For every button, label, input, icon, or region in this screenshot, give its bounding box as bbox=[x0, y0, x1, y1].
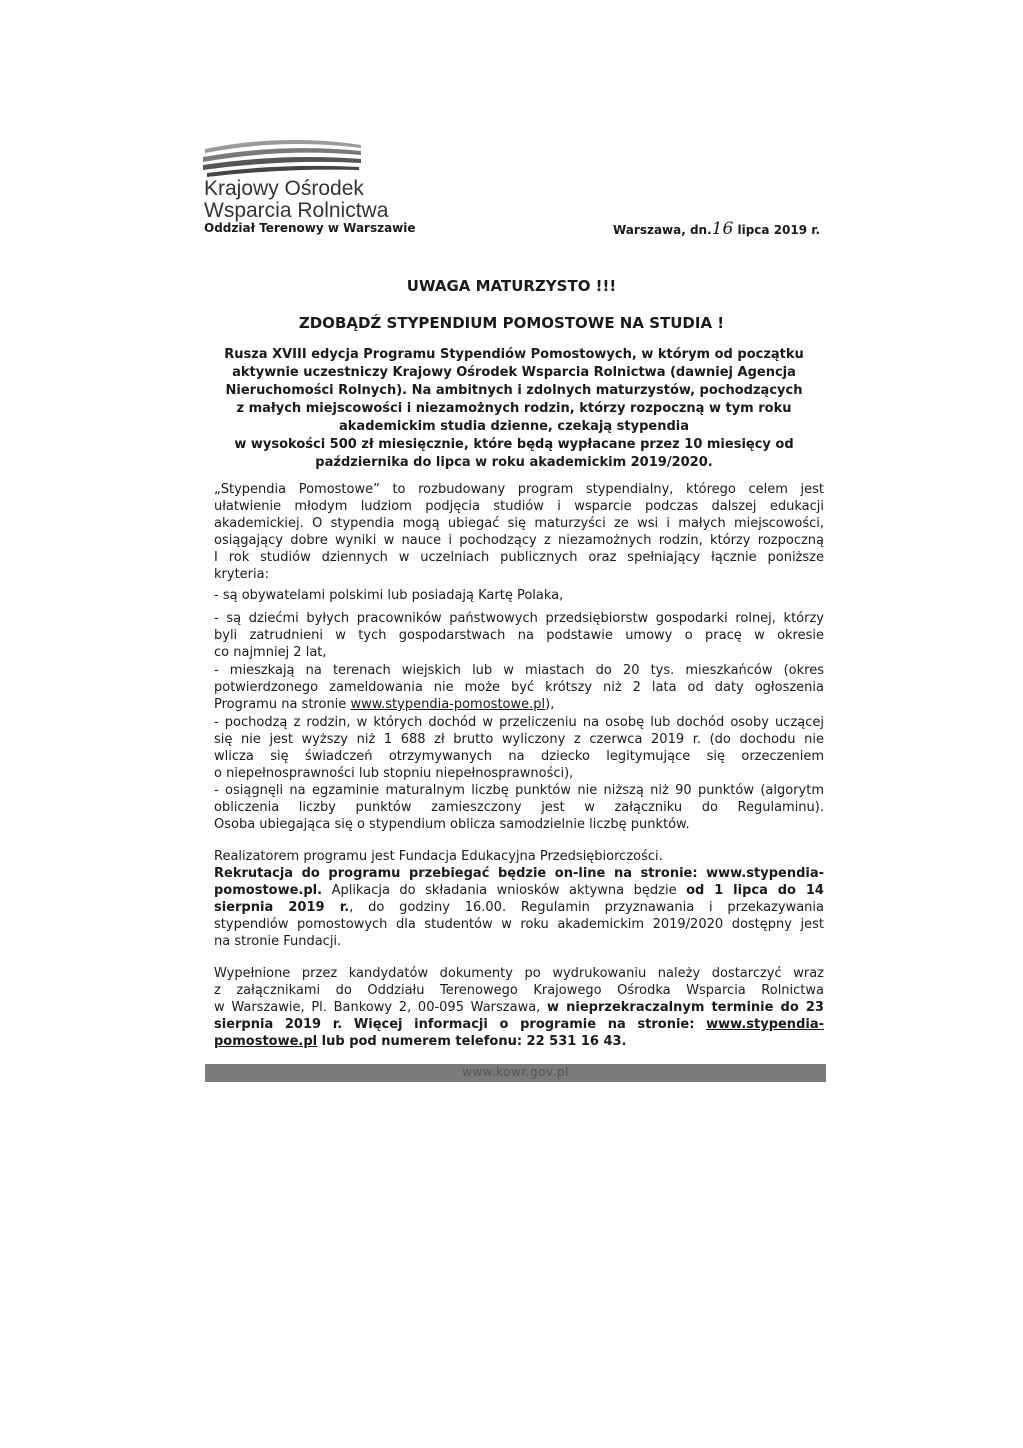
criterion-1 bbox=[214, 587, 824, 604]
text-segment: , do godziny 16.00. Regulamin przyznawania i przekazywania bbox=[349, 900, 824, 915]
text-line: „Stypendia Pomostowe” to rozbudowany program stypendialny, którego celem jest bbox=[214, 482, 824, 497]
intro-line: Nieruchomości Rolnych). Na ambitnych i zdolnych maturzystów, pochodzących bbox=[225, 383, 803, 398]
text-line: obliczenia liczby punktów zamieszczony jest w załączniku do Regulaminu). bbox=[214, 800, 824, 815]
text-line: wlicza się świadczeń otrzymywanych na dziecko legitymujące się orzeczeniem bbox=[214, 749, 824, 764]
text-line: co najmniej 2 lat, bbox=[214, 645, 327, 660]
logo-text bbox=[204, 178, 388, 222]
text-line: ułatwienie młodym ludziom podjęcia studiów i wsparcie podczas dalszej edukacji bbox=[214, 499, 824, 514]
intro-line: Rusza XVIII edycja Programu Stypendiów Pomostowych, w którym od początku bbox=[224, 347, 804, 362]
criterion-5 bbox=[214, 782, 824, 833]
text-line: Osoba ubiegająca się o stypendium oblicza samodzielnie liczbę punktów. bbox=[214, 817, 690, 832]
footer-bar bbox=[205, 1064, 826, 1082]
criterion-3 bbox=[214, 662, 824, 713]
kowr-logo bbox=[203, 135, 533, 177]
text-line: Rekrutacja do programu przebiegać będzie on-line na stronie: www.stypendia- bbox=[214, 866, 824, 881]
text-line: Realizatorem programu jest Fundacja Edukacyjna Przedsiębiorczości. bbox=[214, 849, 663, 864]
stypendia-link[interactable]: www.stypendia- bbox=[706, 1017, 824, 1032]
text-segment: sierpnia 2019 r. Więcej informacji o programie na stronie: bbox=[214, 1017, 707, 1032]
text-line bbox=[214, 899, 824, 916]
text-segment: sierpnia 2019 r. bbox=[214, 900, 350, 915]
recruitment-paragraph bbox=[214, 848, 824, 950]
date-day: 16 bbox=[711, 219, 734, 239]
stypendia-link[interactable]: www.stypendia-pomostowe.pl bbox=[350, 697, 546, 712]
text-line: byli zatrudnieni w tych gospodarstwach na podstawie umowy o pracę w okresie bbox=[214, 628, 824, 643]
date-prefix: Warszawa, dn. bbox=[613, 223, 712, 237]
text-line bbox=[214, 882, 824, 899]
text-segment: w Warszawie, Pl. Bankowy 2, 00-095 Warszawa, bbox=[214, 1000, 548, 1015]
text-line: - są dziećmi byłych pracowników państwowych przedsiębiorstw gospodarki rolnej, którzy bbox=[214, 611, 824, 626]
text-line: - są obywatelami polskimi lub posiadają Kartę Polaka, bbox=[214, 588, 564, 603]
title-scholarship: ZDOBĄDŹ STYPENDIUM POMOSTOWE NA STUDIA ! bbox=[298, 314, 725, 332]
intro-paragraph bbox=[204, 346, 824, 472]
branch-name: Oddział Terenowy w Warszawie bbox=[204, 221, 416, 235]
text-line: - osiągnęli na egzaminie maturalnym liczbę punktów nie niższą niż 90 punktów (algorytm bbox=[214, 783, 824, 798]
text-segment: pomostowe.pl. bbox=[214, 883, 323, 898]
logo-line-1: Krajowy Ośrodek bbox=[204, 177, 364, 200]
text-line bbox=[214, 696, 824, 713]
intro-line: akademickim studia dzienne, czekają stypendia bbox=[339, 419, 689, 434]
date-suffix: lipca 2019 r. bbox=[733, 223, 821, 237]
text-line: się nie jest wyższy niż 1 688 zł brutto wyliczony z czerwca 2019 r. (do dochodu nie bbox=[214, 732, 824, 747]
text-line: potwierdzonego zameldowania nie może być krótszy niż 2 lata od daty ogłoszenia bbox=[214, 680, 824, 695]
text-line bbox=[214, 1033, 824, 1050]
document-date bbox=[613, 219, 820, 239]
logo-line-2: Wsparcia Rolnictwa bbox=[204, 199, 389, 222]
text-line: kryteria: bbox=[214, 567, 269, 582]
title-attention: UWAGA MATURZYSTO !!! bbox=[406, 277, 617, 295]
text-line: - mieszkają na terenach wiejskich lub w miastach do 20 tys. mieszkańców (okres bbox=[214, 663, 824, 678]
criterion-2 bbox=[214, 610, 824, 661]
text-line: stypendiów pomostowych dla studentów w roku akademickim 2019/2020 dostępny jest bbox=[214, 917, 824, 932]
intro-line: w wysokości 500 zł miesięcznie, które będą wypłacane przez 10 miesięcy od bbox=[234, 437, 794, 452]
text-line: o niepełnosprawności lub stopniu niepełnosprawności), bbox=[214, 766, 574, 781]
criterion-4 bbox=[214, 714, 824, 782]
text-segment: w nieprzekraczalnym terminie do 23 bbox=[547, 1000, 824, 1015]
text-line: I rok studiów dziennych w uczelniach publicznych oraz spełniający łącznie poniższe bbox=[214, 550, 824, 565]
intro-line: z małych miejscowości i niezamożnych rodzin, którzy rozpoczną w tym roku bbox=[236, 401, 792, 416]
text-line: Wypełnione przez kandydatów dokumenty po wydrukowaniu należy dostarczyć wraz bbox=[214, 966, 824, 981]
text-segment: ), bbox=[545, 697, 555, 712]
text-line: osiągający dobre wyniki w nauce i pochodzący z niezamożnych rodzin, którzy rozpoczną bbox=[214, 533, 824, 548]
logo-waves-icon bbox=[203, 135, 363, 177]
intro-line: aktywnie uczestniczy Krajowy Ośrodek Wsparcia Rolnictwa (dawniej Agencja bbox=[232, 365, 796, 380]
text-segment: od 1 lipca do 14 bbox=[686, 883, 824, 898]
footer-url[interactable]: www.kowr.gov.pl bbox=[462, 1065, 569, 1079]
text-line: z załącznikami do Oddziału Terenowego Krajowego Ośrodka Wsparcia Rolnictwa bbox=[214, 983, 824, 998]
text-line: - pochodzą z rodzin, w których dochód w przeliczeniu na osobę lub dochód osoby uczącej bbox=[214, 715, 824, 730]
stypendia-link[interactable]: pomostowe.pl bbox=[214, 1034, 318, 1049]
text-segment: lub pod numerem telefonu: 22 531 16 43. bbox=[317, 1034, 627, 1049]
submission-paragraph bbox=[214, 965, 824, 1050]
text-line bbox=[214, 999, 824, 1016]
text-line: akademickiej. O stypendia mogą ubiegać się maturzyści ze wsi i małych miejscowości, bbox=[214, 516, 824, 531]
intro-line: października do lipca w roku akademickim 2019/2020. bbox=[315, 455, 713, 470]
text-segment: Aplikacja do składania wniosków aktywna będzie bbox=[322, 883, 687, 898]
text-segment: Programu na stronie bbox=[214, 697, 351, 712]
text-line bbox=[214, 1016, 824, 1033]
text-line: na stronie Fundacji. bbox=[214, 934, 342, 949]
program-description bbox=[214, 481, 824, 583]
